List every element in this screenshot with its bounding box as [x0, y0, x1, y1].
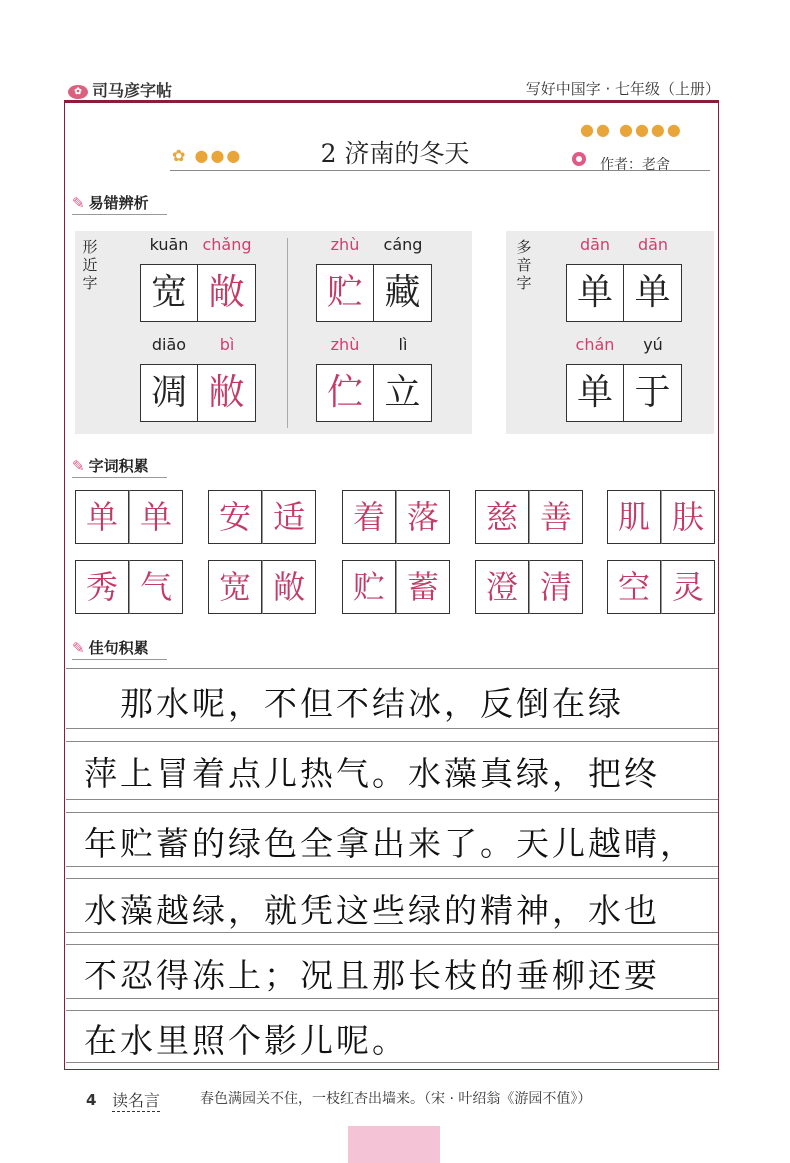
- pinyin: chán: [575, 335, 615, 354]
- char-cell: 伫: [316, 364, 374, 422]
- word-cell: 慈: [475, 490, 529, 544]
- pinyin: dān: [637, 235, 669, 254]
- word-box: [475, 490, 583, 544]
- word-cell: 宽: [208, 560, 262, 614]
- famous-quote: 春色满园关不住，一枝红杏出墙来。（宋 · 叶绍翁《游园不值》）: [200, 1091, 592, 1107]
- pinyin: zhù: [330, 235, 360, 254]
- pinyin: bì: [219, 335, 235, 354]
- ruled-line: [66, 741, 718, 742]
- word-cell: 着: [342, 490, 396, 544]
- polyphone-label: 多音字: [516, 238, 532, 292]
- word-cell: 善: [529, 490, 583, 544]
- sentence-line: 萍上冒着点儿热气。水藻真绿，把终: [84, 754, 660, 793]
- pinyin: chǎng: [202, 235, 252, 254]
- char-cell: 敝: [198, 364, 256, 422]
- word-cell: 落: [396, 490, 450, 544]
- chick-decoration-icon: ✿ ●●●: [172, 146, 243, 165]
- pinyin: zhù: [330, 335, 360, 354]
- pinyin: diāo: [151, 335, 187, 354]
- char-pair: [566, 264, 682, 322]
- word-cell: 蓄: [396, 560, 450, 614]
- bullet-icon: [572, 152, 586, 166]
- ruled-line: [66, 866, 718, 867]
- similar-chars-label: 形近字: [82, 238, 98, 292]
- sentence-line: 那水呢，不但不结冰，反倒在绿: [84, 684, 624, 723]
- section-underline: [72, 659, 167, 660]
- chick-decoration-icon: ●● ●●●●: [580, 120, 683, 139]
- sentence-line: 水藻越绿，就凭这些绿的精神，水也: [84, 891, 660, 930]
- ruled-line: [66, 1010, 718, 1011]
- ruled-line: [66, 1062, 718, 1063]
- char-pair: [316, 264, 432, 322]
- word-cell: 安: [208, 490, 262, 544]
- sentence-line: 不忍得冻上；况且那长枝的垂柳还要: [84, 956, 660, 995]
- word-cell: 贮: [342, 560, 396, 614]
- page-tab: [348, 1126, 440, 1163]
- brush-icon: ✎: [72, 639, 85, 657]
- char-cell: 宽: [140, 264, 198, 322]
- word-box: [75, 560, 183, 614]
- char-cell: 单: [624, 264, 682, 322]
- word-cell: 秀: [75, 560, 129, 614]
- ruled-line: [66, 878, 718, 879]
- char-pair: [316, 364, 432, 422]
- word-box: [475, 560, 583, 614]
- char-cell: 于: [624, 364, 682, 422]
- ruled-line: [66, 799, 718, 800]
- pinyin: cáng: [383, 235, 423, 254]
- word-cell: 单: [129, 490, 183, 544]
- word-box: [75, 490, 183, 544]
- char-cell: 贮: [316, 264, 374, 322]
- ruled-line: [66, 728, 718, 729]
- section-label: 易错辨析: [88, 194, 149, 212]
- word-box: [342, 560, 450, 614]
- brand-text: 司马彦字帖: [92, 81, 173, 100]
- pinyin: kuān: [149, 235, 189, 254]
- pinyin: dān: [579, 235, 611, 254]
- word-cell: 澄: [475, 560, 529, 614]
- word-box: [208, 560, 316, 614]
- section-heading-sentence: [72, 637, 149, 658]
- sentence-line: 在水里照个影儿呢。: [84, 1021, 408, 1060]
- word-cell: 肤: [661, 490, 715, 544]
- brush-icon: ✎: [72, 457, 85, 475]
- char-cell: 单: [566, 264, 624, 322]
- word-box: [208, 490, 316, 544]
- section-label: 字词积累: [88, 457, 149, 475]
- char-pair: [140, 264, 256, 322]
- lesson-title: 2 济南的冬天: [320, 139, 470, 168]
- word-cell: 适: [262, 490, 316, 544]
- ruled-line: [66, 932, 718, 933]
- char-pair: [566, 364, 682, 422]
- word-cell: 单: [75, 490, 129, 544]
- panel-divider: [287, 238, 288, 428]
- section-underline: [72, 214, 167, 215]
- char-pair: [140, 364, 256, 422]
- word-cell: 清: [529, 560, 583, 614]
- word-box: [342, 490, 450, 544]
- author: 作者：老舍: [600, 157, 670, 173]
- section-heading-confusable: [72, 192, 149, 213]
- brand-title: [68, 78, 172, 101]
- word-cell: 肌: [607, 490, 661, 544]
- section-heading-words: [72, 455, 149, 476]
- pinyin: yú: [643, 335, 663, 354]
- word-box: [607, 560, 715, 614]
- ruled-line: [66, 944, 718, 945]
- quote-label: 读名言: [112, 1088, 160, 1112]
- brush-icon: ✎: [72, 194, 85, 212]
- page-number: 4: [86, 1091, 97, 1109]
- pinyin: lì: [398, 335, 408, 354]
- section-underline: [72, 477, 167, 478]
- section-label: 佳句积累: [88, 639, 149, 657]
- char-cell: 敞: [198, 264, 256, 322]
- char-cell: 立: [374, 364, 432, 422]
- char-cell: 藏: [374, 264, 432, 322]
- ruled-line: [66, 668, 718, 669]
- series-title: 写好中国字 · 七年级（上册）: [525, 80, 720, 98]
- char-cell: 凋: [140, 364, 198, 422]
- ruled-line: [66, 998, 718, 999]
- word-box: [607, 490, 715, 544]
- ruled-line: [66, 812, 718, 813]
- char-cell: 单: [566, 364, 624, 422]
- word-cell: 气: [129, 560, 183, 614]
- word-cell: 空: [607, 560, 661, 614]
- word-cell: 敞: [262, 560, 316, 614]
- sentence-line: 年贮蓄的绿色全拿出来了。天儿越晴，: [84, 824, 696, 863]
- word-cell: 灵: [661, 560, 715, 614]
- brand-logo-icon: ✿: [68, 85, 88, 99]
